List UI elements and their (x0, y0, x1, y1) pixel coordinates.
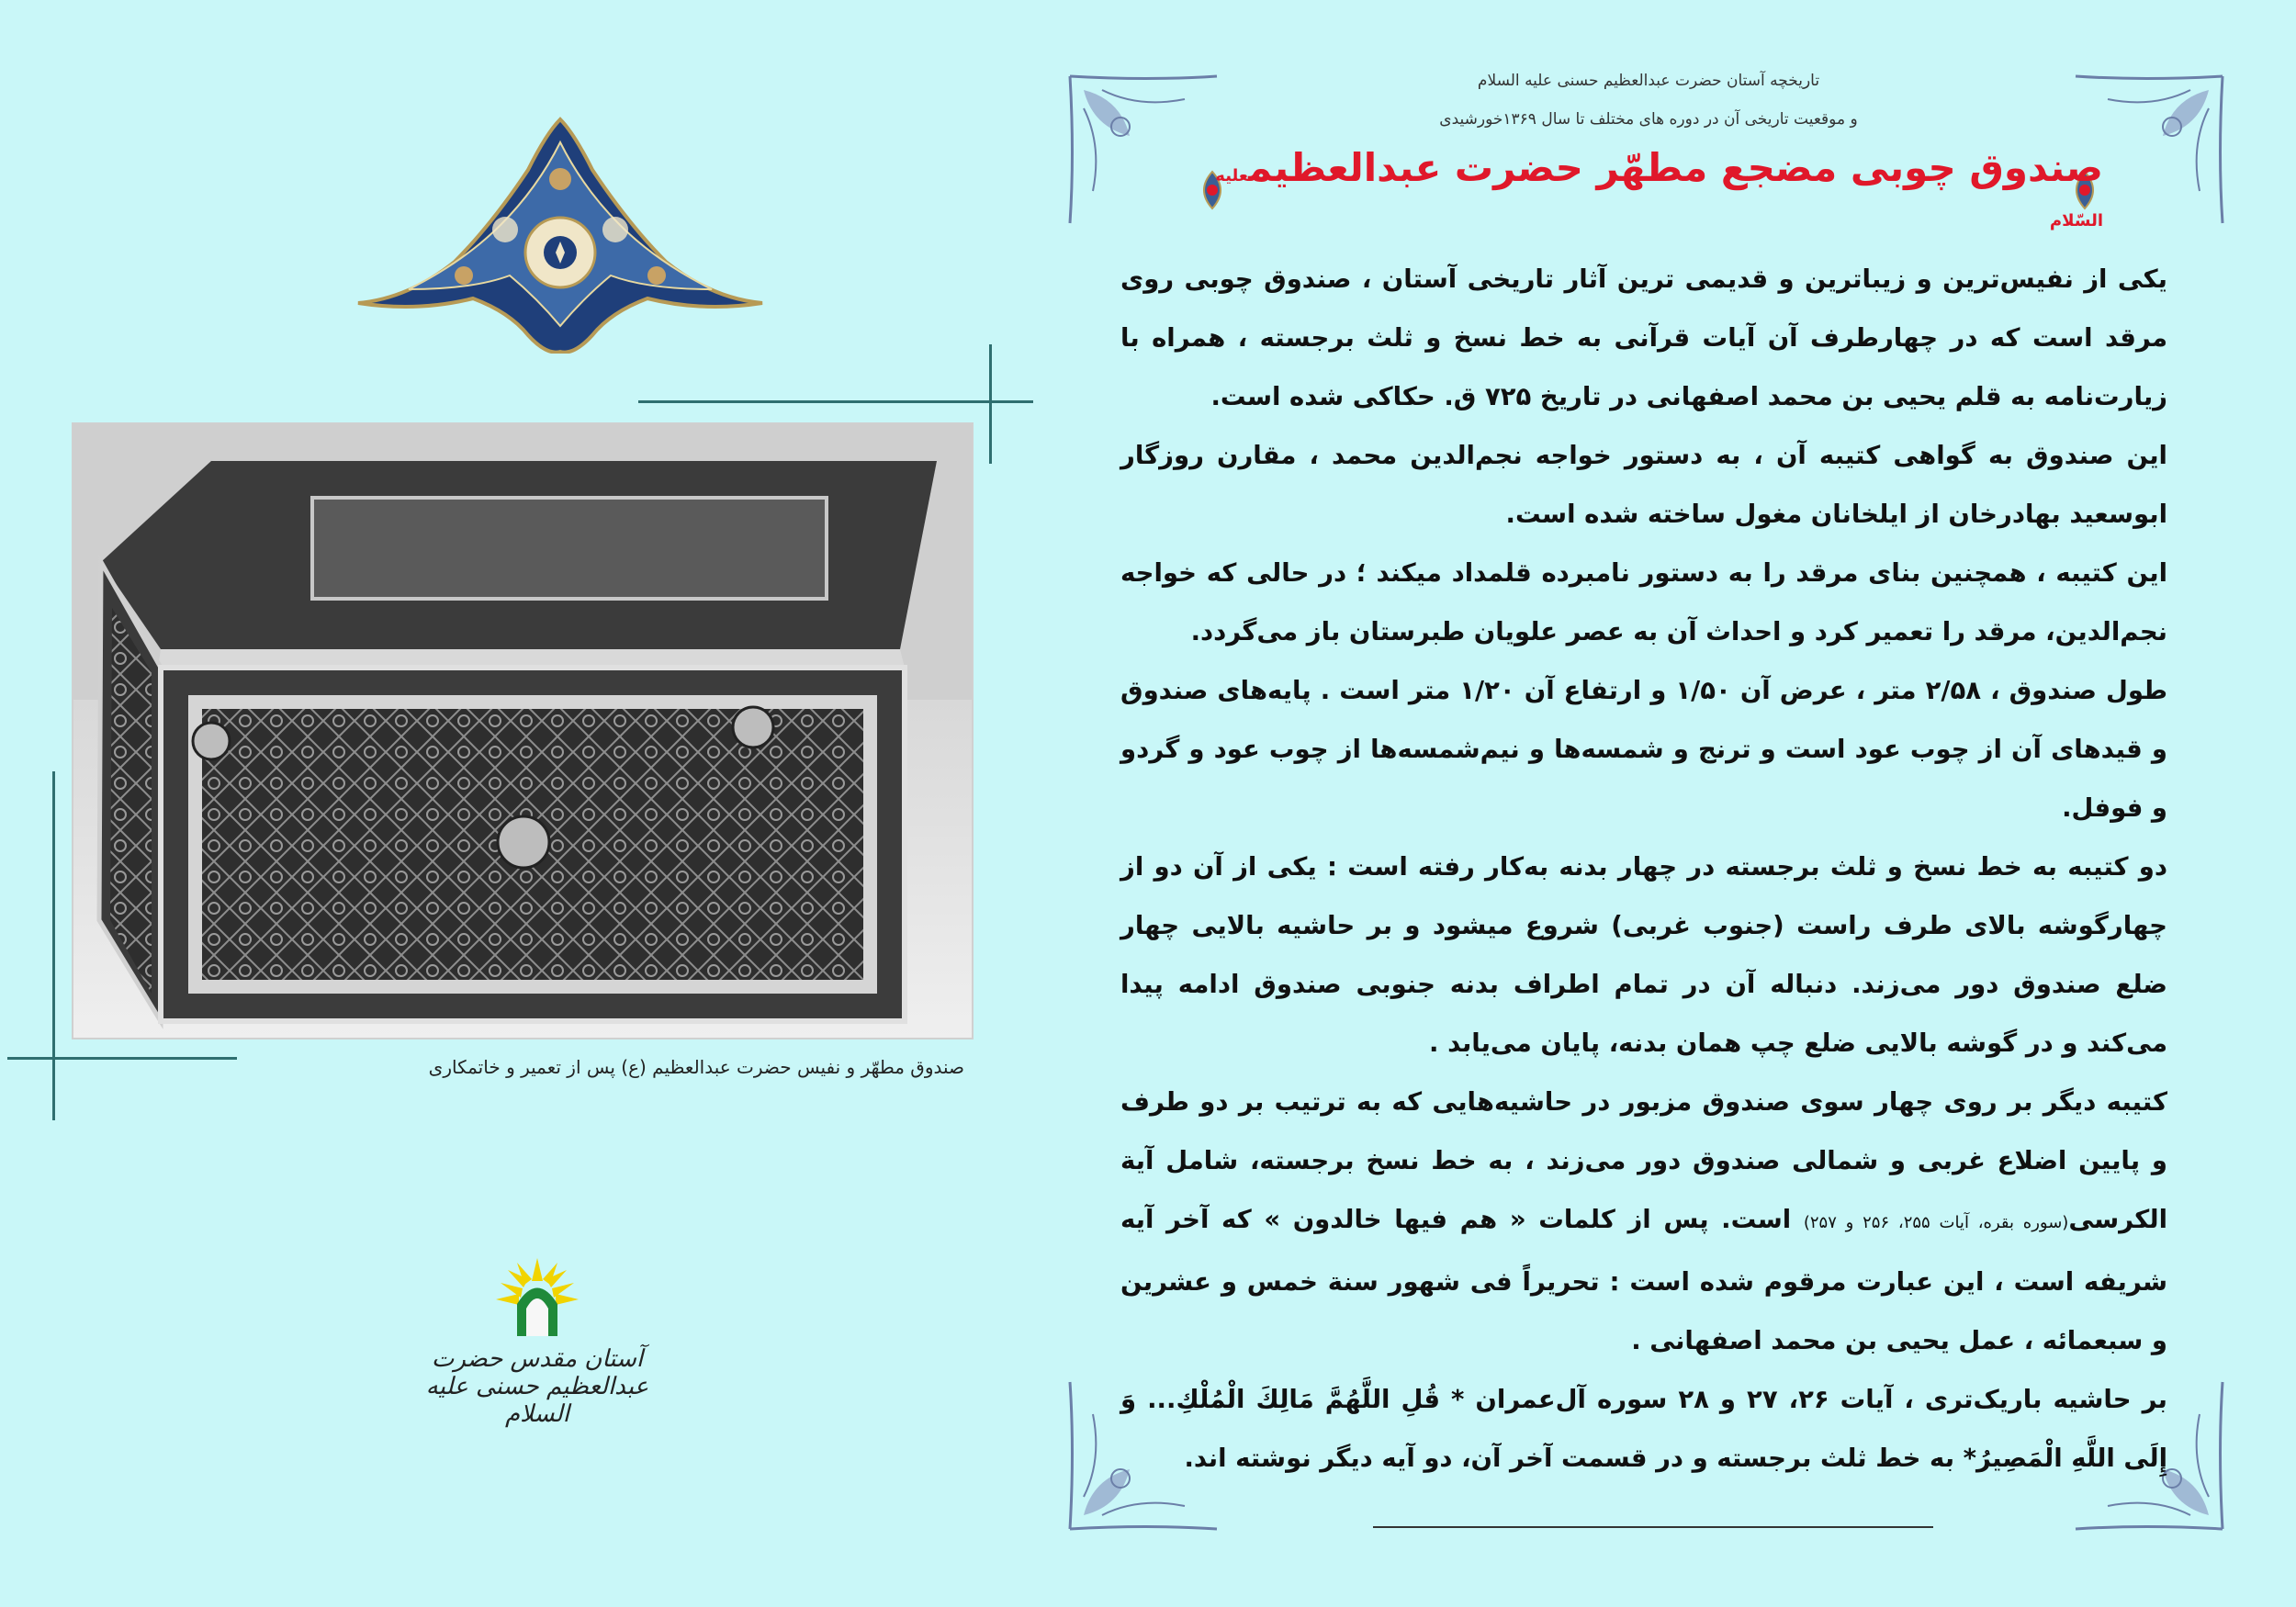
top-ornament-icon (354, 115, 767, 354)
decor-line-vertical-bottom (52, 771, 55, 1120)
paragraph: یکی از نفیس‌ترین و زیباترین و قدیمی ترین آثار تاریخی آستان ، صندوق چوبی روی مرقد است که در چهارطرف آن آیات قرآنی به خط نسخ و ثلث برجسته ، همراه با زیارت‌نامه به قلم یحیی بن محمد اصفهانی در تاریخ ۷۲۵ ق. حکاکی شده است. (1120, 264, 2167, 411)
wooden-chest-photo (72, 422, 974, 1039)
decor-line-horizontal-top (638, 400, 1033, 403)
title-suffix: علیه السّلام (1215, 166, 2103, 230)
paragraph-part: کتیبه دیگر بر روی چهار سوی صندوق مزبور در حاشیه‌هایی که به ترتیب بر دو طرف و پایین اضلاع غربی و شمالی صندوق دور می‌زند ، به خط نسخ برجسته، شامل آیة الکرسی (1120, 1087, 2168, 1234)
article-body (1120, 250, 2167, 1488)
decor-line-vertical-top (989, 344, 992, 464)
paragraph: طول صندوق ، ۲/۵۸ متر ، عرض آن ۱/۵۰ و ارتفاع آن ۱/۲۰ متر است . پایه‌های صندوق و قیدهای آن از چوب عود است و ترنج و شمسه‌ها و نیم‌شمسه‌ها از چوب عود و گردو و فوفل. (1120, 676, 2167, 823)
header-history-subtitle: و موقعیت تاریخی آن در دوره های مختلف تا سال ۱۳۶۹خورشیدی (1439, 110, 1858, 129)
page-title (1194, 145, 2103, 230)
photo-caption: صندوق مطهّر و نفیس حضرت عبدالعظیم (ع) پس از تعمیر و خاتمکاری (428, 1056, 964, 1078)
bottom-divider (1373, 1526, 1933, 1528)
paragraph: بر حاشیه باریک‌تری ، آیات ۲۶، ۲۷ و ۲۸ سوره آل‌عمران * قُلِ اللَّهُمَّ مَالِكَ الْمُلْكِ... وَ إِلَى اللَّهِ الْمَصِيرُ* به خط ثلث برجسته و در قسمت آخر آن، دو آیه دیگر نوشته اند. (1120, 1385, 2167, 1473)
decor-line-horizontal-bottom (7, 1057, 237, 1060)
surah-reference-note: (سوره بقره، آیات ۲۵۵، ۲۵۶ و ۲۵۷) (1803, 1213, 2069, 1232)
paragraph: دو کتیبه به خط نسخ و ثلث برجسته در چهار بدنه به‌کار رفته است : یکی از آن دو از چهارگوشه بالای طرف راست (جنوب غربی) شروع میشود و بر حاشیه بالایی چهار ضلع صندوق دور می‌زند. دنباله آن در تمام اطراف بدنه جنوبی صندوق ادامه پیدا می‌کند و در گوشه بالایی ضلع چپ همان بدنه، پایان می‌یابد . (1120, 852, 2167, 1058)
paragraph (1120, 1073, 2167, 1370)
paragraph: این کتیبه ، همچنین بنای مرقد را به دستور نامبرده قلمداد میکند ؛ در حالی که خواجه نجم‌الدین، مرقد را تعمیر کرد و احداث آن به عصر علویان طبرستان باز می‌گردد. (1120, 558, 2167, 646)
logo-caption: آستان مقدس حضرت عبدالعظیم حسنی علیه السلام (425, 1345, 649, 1428)
title-main: صندوق چوبی مضجع مطهّر حضرت عبدالعظیم (1248, 145, 2103, 190)
header-history-title: تاریخچه آستان حضرت عبدالعظیم حسنی علیه السلام (1477, 72, 1820, 90)
paragraph-part: است. پس از کلمات « هم فیها خالدون » که آخر آیه شریفه است ، این عبارت مرقوم شده است : تحریراً فی شهور سنة خمس و عشرین و سبعمائه ، عمل یحیی بن محمد اصفهانی . (1120, 1205, 2167, 1355)
paragraph: این صندوق به گواهی کتیبه آن ، به دستور خواجه نجم‌الدین محمد ، مقارن روزگار ابوسعید بهادرخان از ایلخانان مغول ساخته شده است. (1120, 441, 2167, 529)
